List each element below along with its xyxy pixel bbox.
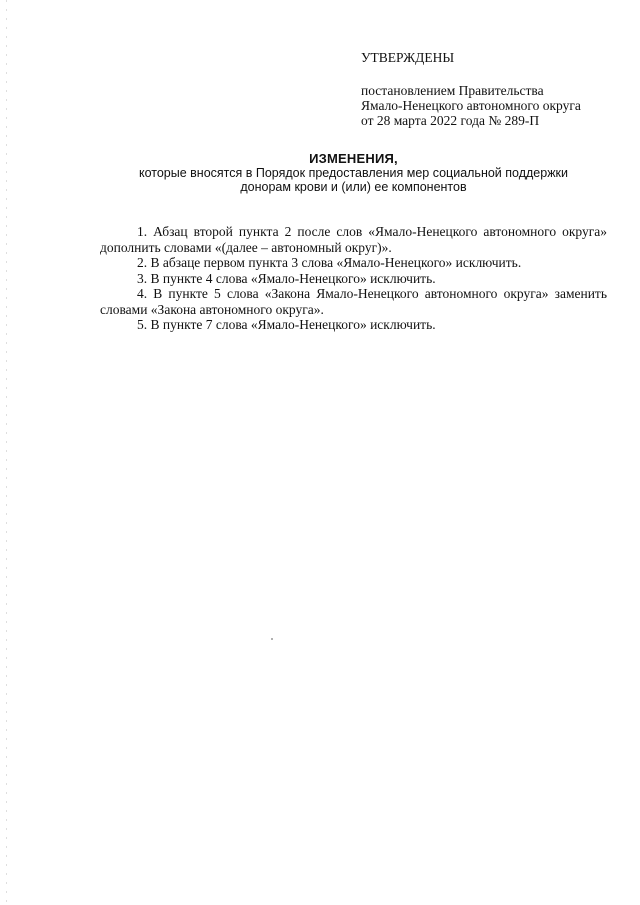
approval-status: УТВЕРЖДЕНЫ: [361, 50, 455, 65]
change-item: 2. В абзаце первом пункта 3 слова «Ямало-Ненецкого» исключить.: [137, 255, 522, 270]
document-subtitle-line: которые вносятся в Порядок предоставления мер социальной поддержки: [138, 166, 569, 180]
change-item: 3. В пункте 4 слова «Ямало-Ненецкого» исключить.: [137, 270, 436, 286]
scan-speck: [271, 638, 273, 640]
change-item: 1. Абзац второй пункта 2 после слов «Ямало-Ненецкого автономного округа» дополнить словами «(далее – автономный округ)».: [100, 224, 607, 255]
changes-list: [100, 224, 607, 333]
document-subtitle-line: донорам крови и (или) ее компонентов: [240, 180, 467, 194]
approval-line: постановлением Правительства: [361, 83, 544, 98]
approval-line: от 28 марта 2022 года № 289-П: [361, 113, 540, 128]
change-item: 5. В пункте 7 слова «Ямало-Ненецкого» исключить.: [137, 317, 436, 332]
approval-line: Ямало-Ненецкого автономного округа: [361, 98, 581, 113]
approval-block: [361, 50, 621, 128]
document-title: ИЗМЕНЕНИЯ,: [309, 151, 398, 166]
scan-edge-artifact: [6, 0, 7, 905]
change-item: 4. В пункте 5 слова «Закона Ямало-Ненецкого автономного округа» заменить словами «Закона автономного округа».: [100, 286, 607, 317]
document-heading: [100, 151, 607, 194]
